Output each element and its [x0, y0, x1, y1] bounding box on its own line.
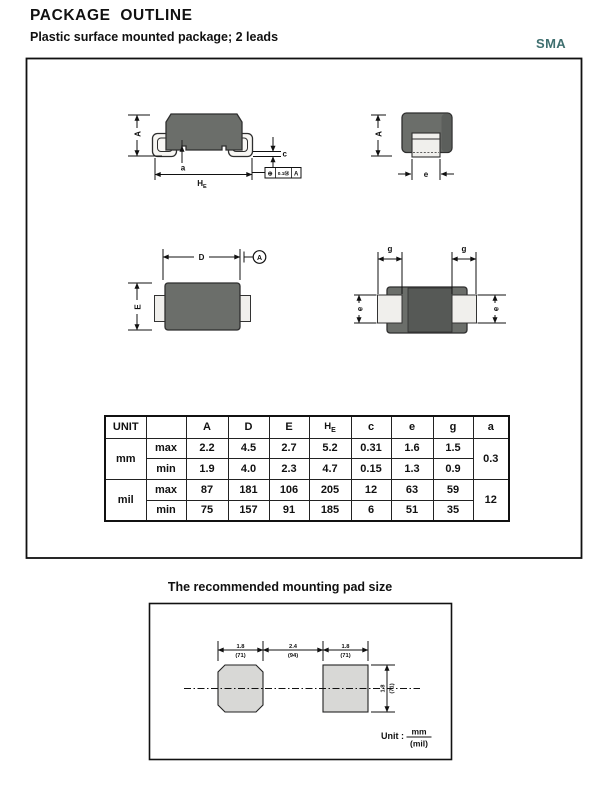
dim-label-g: g — [461, 244, 467, 254]
table-row-mil-max — [105, 480, 509, 501]
pad-gap-mil: (94) — [287, 653, 299, 659]
column-header-c: c — [351, 416, 391, 438]
dim-value-cell: 181 — [228, 480, 269, 501]
dim-value-cell: 63 — [391, 480, 433, 501]
package-name-badge: SMA — [536, 36, 567, 51]
tolerance-datum: A — [294, 171, 299, 178]
table-header-row — [105, 416, 509, 438]
limit-label: max — [146, 480, 186, 501]
mounting-pad-frame — [150, 604, 452, 760]
dim-value-cell: 0.15 — [351, 459, 391, 480]
dim-value-cell: 0.9 — [433, 459, 473, 480]
dim-value-cell-a-mm: 0.3 — [473, 438, 509, 480]
lead-tab-right — [240, 296, 251, 322]
dim-value-cell: 51 — [391, 500, 433, 521]
dim-value-cell: 2.2 — [186, 438, 228, 459]
table-row-mil-min — [105, 500, 509, 521]
dim-value-cell: 4.7 — [309, 459, 351, 480]
dim-value-cell: 157 — [228, 500, 269, 521]
unit-cell-mm: mm — [105, 438, 146, 480]
tolerance-frame — [252, 168, 301, 179]
pad-height-mil: (71) — [389, 683, 396, 694]
package-body — [165, 283, 240, 330]
dim-label-g: g — [387, 244, 393, 254]
dim-value-cell: 75 — [186, 500, 228, 521]
page-subtitle: Plastic surface mounted package; 2 leads — [30, 30, 279, 44]
pad-height-mm: 1.8 — [380, 684, 387, 693]
body-center-band — [408, 288, 452, 332]
side-view — [128, 114, 301, 190]
table-row-mm-min — [105, 459, 509, 480]
dim-c — [253, 137, 288, 171]
dim-E — [128, 283, 152, 330]
dim-value-cell: 0.31 — [351, 438, 391, 459]
dim-value-cell: 1.5 — [433, 438, 473, 459]
dim-value-cell-a-mil: 12 — [473, 480, 509, 522]
column-header-unit: UNIT — [105, 416, 146, 438]
package-lead — [412, 133, 440, 157]
dim-label-D: D — [198, 253, 205, 262]
dim-value-cell: 2.3 — [269, 459, 309, 480]
dim-value-cell: 106 — [269, 480, 309, 501]
table-row-mm-max — [105, 438, 509, 459]
dim-HE — [155, 158, 252, 190]
unit-cell-mil: mil — [105, 480, 146, 522]
dim-e-end — [398, 159, 454, 180]
column-header-HE: $H_E$ — [309, 416, 351, 438]
dim-value-cell: 59 — [433, 480, 473, 501]
dim-label-e: e — [491, 306, 501, 312]
column-header-blank — [146, 416, 186, 438]
position-tolerance-icon: ⊕ — [267, 171, 273, 178]
column-header-e: e — [391, 416, 433, 438]
unit-note — [381, 727, 432, 749]
dim-A-end — [371, 115, 392, 156]
package-body — [166, 114, 242, 150]
lead-tab-left — [155, 296, 166, 322]
datum-symbol — [244, 251, 266, 264]
dim-label-A: A — [133, 131, 143, 137]
dim-value-cell: 6 — [351, 500, 391, 521]
dim-label-e: e — [355, 306, 365, 312]
dim-label-c: c — [282, 149, 287, 159]
dim-value-cell: 1.3 — [391, 459, 433, 480]
dim-value-cell: 35 — [433, 500, 473, 521]
top-view — [128, 249, 266, 330]
pad-width-right-mm: 1.8 — [341, 644, 350, 650]
dimensions-table — [104, 415, 510, 522]
limit-label: min — [146, 459, 186, 480]
column-header-g: g — [433, 416, 473, 438]
dim-value-cell: 91 — [269, 500, 309, 521]
tolerance-value: 0.1Ⓜ — [277, 172, 290, 177]
dim-value-cell: 87 — [186, 480, 228, 501]
end-view — [371, 113, 454, 180]
column-header-E: E — [269, 416, 309, 438]
dim-e-right — [478, 295, 507, 323]
pad-width-left-mil: (71) — [235, 653, 246, 659]
dim-label-HE: $H_E$ — [197, 179, 207, 190]
body-shading — [442, 114, 452, 152]
pad-section-title: The recommended mounting pad size — [167, 580, 393, 594]
unit-denominator: (mil) — [410, 738, 428, 749]
pad-dimensions-top — [218, 641, 368, 661]
dim-value-cell: 4.0 — [228, 459, 269, 480]
limit-label: max — [146, 438, 186, 459]
mounting-pad-drawing — [184, 641, 432, 749]
unit-label: Unit : — [381, 731, 404, 741]
pad-gap-mm: 2.4 — [288, 644, 298, 650]
dim-value-cell: 4.5 — [228, 438, 269, 459]
pad-width-left-mm: 1.8 — [236, 644, 245, 650]
dim-value-cell: 5.2 — [309, 438, 351, 459]
dim-D — [163, 249, 240, 280]
page-title: PACKAGE OUTLINE — [30, 7, 193, 24]
dim-value-cell: 1.6 — [391, 438, 433, 459]
dim-label-E: E — [133, 304, 143, 310]
column-header-A: A — [186, 416, 228, 438]
unit-numerator: mm — [411, 726, 427, 737]
dim-label-e: e — [423, 170, 429, 179]
bottom-view — [354, 245, 506, 334]
datum-letter: A — [256, 254, 263, 262]
dim-value-cell: 1.9 — [186, 459, 228, 480]
dim-e-left — [354, 295, 377, 323]
column-header-D: D — [228, 416, 269, 438]
dim-value-cell: 12 — [351, 480, 391, 501]
solder-pad-right — [452, 295, 477, 323]
dim-label-A: A — [374, 131, 384, 137]
dim-value-cell: 205 — [309, 480, 351, 501]
dim-value-cell: 2.7 — [269, 438, 309, 459]
solder-pad-left — [378, 295, 403, 323]
dim-value-cell: 185 — [309, 500, 351, 521]
dim-label-a: a — [180, 163, 186, 173]
pad-width-right-mil: (71) — [340, 653, 351, 659]
column-header-a: a — [473, 416, 509, 438]
limit-label: min — [146, 500, 186, 521]
